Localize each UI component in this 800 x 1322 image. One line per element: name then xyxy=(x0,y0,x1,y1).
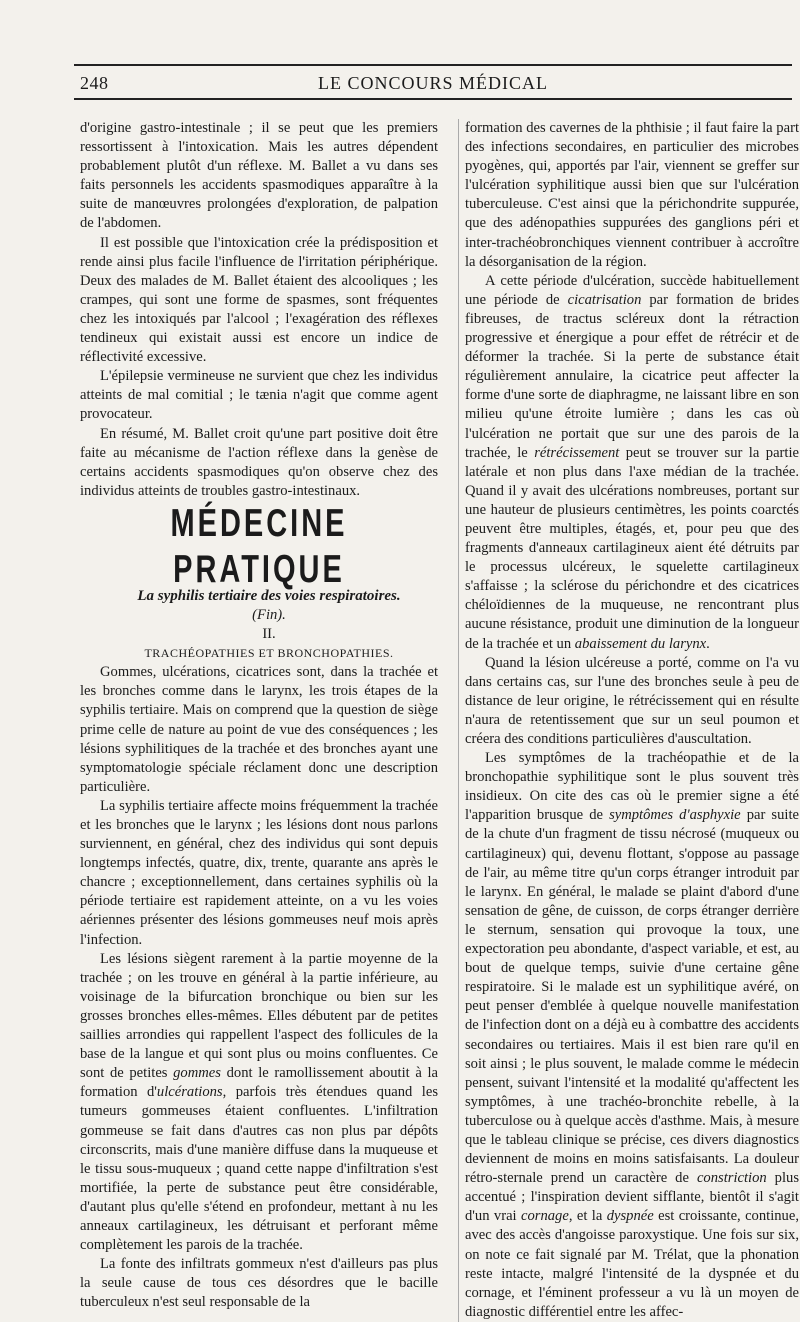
text-run: est croissante, continue, avec des accès d'angoisse paroxystique. Une fois sur six, on note ce fait signalé par M. Trélat, que la phonation reste intacte, malgré l'intensité de la dyspnée et du cornage, et l'éminent professeur a vu là un moyen de diagnostic différentiel entre les affec- xyxy=(465,1208,799,1320)
paragraph: d'origine gastro-intestinale ; il se peut que les premiers ressortissent à l'intoxication. Mais les autres dépendent probablement plutôt d'un réflexe. M. Ballet a vu dans ses faits personnels les accidents spasmodiques apparaître à la suite de manœuvres prolongées d'exploration, de palpation de l'abdomen. xyxy=(80,120,438,232)
article-title: La syphilis tertiaire des voies respiratoires. xyxy=(137,587,401,604)
text-run: , parfois très étendues quand les tumeurs gommeuses étaient confluentes. L'infiltration gommeuse se fait dans d'autres cas non plus par dépôts circonscrits, mais d'une manière diffuse dans la muqueuse et le tissu sous-muqueux ; quand cette nappe d'infiltration s'est mortifiée, la perte de substance peut être considérable, d'autant plus qu'elle s'étend en profondeur, mettant à nu les anneaux cartilagineux, les détruisant et perforant même complètement les parois de la trachée. xyxy=(80,1084,438,1254)
paragraph: formation des cavernes de la phthisie ; il faut faire la part des infections secondaires, en particulier des microbes pyogènes, qui, apportés par l'air, viennent se greffer sur l'ulcération syphilitique aussi bien que sur l'ulcération tuberculeuse. C'est ainsi que la périchondrite suppurée, que des adénopathies suppurées des ganglions péri et inter-trachéobronchiques viennent contribuer à accroître la désorganisation de la région. xyxy=(465,120,799,270)
text-run: A cette période d'ulcération, succède habituellement une période de xyxy=(465,272,799,308)
paragraph xyxy=(465,272,799,654)
paragraph: L'épilepsie vermineuse ne survient que chez les individus atteints de mal comitial ; le tænia n'agit que comme agent provocateur. xyxy=(80,368,438,423)
text-run: , et la xyxy=(568,1208,607,1225)
text-run: peut se trouver sur la partie latérale et non plus dans l'axe médian de la trachée. Quand il y avait des ulcérations nombreuses, portant sur une hauteur de plusieurs centimètres, les points coarctés peuvent être multiples, étagés, et, pour peu que des fragments d'anneaux cartilagineux aient été détruits par le processus ulcéreux, le squelette cartilagineux s'affaisse ; la sclérose du périchondre et des cicatrices chéloïdiennes de la muqueuse, ne rencontrant plus aucune résistance, produit une diminution de la longueur de la trachée et un xyxy=(465,444,799,652)
text-run: par suite de la chute d'un fragment de tissu nécrosé (muqueux ou cartilagineux) qui, devenu flottant, s'oppose au passage de l'air, au même titre qu'un corps étranger introduit par le larynx. En général, le malade se plaint d'abord d'une sensation de gêne, de cuisson, de corps étranger derrière le sternum, sensation qui provoque la toux, une expectoration peu abondante, d'aspect variable, et est, au bout de quelque temps, suivie d'une certaine gêne respiratoire. Si le malade est un syphilitique avéré, on peut penser d'emblée à quelque nouvelle manifestation de l'infection dont on a déjà eu à combattre des accidents secondaires ou tertiaires. Mais il est bien rare qu'il en soit ainsi ; le plus souvent, le malade comme le médecin pensent, suivant l'intensité et la modalité qu'affectent les symptômes, à une trachéo-bronchite rebelle, à la tuberculose ou à quelque accès d'asthme. Mais, à mesure que le tableau clinique se précise, ces divers diagnostics deviennent de moins en moins satisfaisants. La douleur rétro-sternale prend un caractère de xyxy=(465,807,799,1187)
section-title: MÉDECINE PRATIQUE xyxy=(170,502,348,592)
right-column xyxy=(458,119,799,1322)
text-run: plus accentué ; l'inspiration devient sifflante, bientôt il s'agit d'un vrai xyxy=(465,1170,799,1225)
paragraph: Il est possible que l'intoxication crée la prédisposition et rende ainsi plus facile l'influence de l'irritation périphérique. Deux des malades de M. Ballet étaient des alcooliques ; les crampes, qui sont une forme de spasmes, sont fréquentes chez les intoxiqués par l'alcool ; l'exagération des réflexes tendineux qui existait aussi est encore un indice de réflectivité excessive. xyxy=(80,234,438,366)
header-rule-top xyxy=(74,64,792,66)
article-subtitle: (Fin). xyxy=(252,606,286,623)
italic-term: cornage xyxy=(520,1208,569,1225)
part-title: TRACHÉOPATHIES ET BRONCHOPATHIES. xyxy=(144,646,394,661)
text-run: . xyxy=(706,635,710,652)
paragraph: Gommes, ulcérations, cicatrices sont, dans la trachée et les bronches comme dans le larynx, les trois étapes de la syphilis tertiaire. Mais on comprend que la question de siège prime celle de nature au point de vue des conséquences ; les lésions syphilitiques de la trachée et des bronches ayant une symptomatologie spéciale réclament donc une description particulière. xyxy=(80,664,438,795)
italic-term: gommes xyxy=(173,1065,221,1082)
part-number: II. xyxy=(262,626,276,643)
text-run: par formation de brides fibreuses, de tractus scléreux dont la rétraction progressive et énergique a pour effet de rétrécir et de déformer la trachée. Si la perte de substance était régulièrement annulaire, la cicatrice peut affecter la forme d'une sorte de diaphragme, ne laissant libre en son milieu qu'une étroite lumière ; dans les cas où l'ulcération ne portait que sur une des parois de la trachée, le xyxy=(465,291,799,461)
italic-term: rétrécissement xyxy=(534,444,620,461)
paragraph: La fonte des infiltrats gommeux n'est d'ailleurs pas plus la seule cause de tous ces désordres que le bacille tuberculeux n'est seul responsable de la xyxy=(80,1256,438,1311)
journal-title: LE CONCOURS MÉDICAL xyxy=(317,73,548,93)
paragraph xyxy=(465,749,799,1322)
italic-term: cicatrisation xyxy=(567,291,642,308)
paragraph: La syphilis tertiaire affecte moins fréquemment la trachée et les bronches que le larynx ; les lésions dont nous parlons surviennent, en général, chez des individus qui sont depuis longtemps infectés, quatre, dix, trente, quarante ans après le chancre ; exceptionnellement, dans certaines syphilis où la période tertiaire est rapidement atteinte, on a vu les voies aériennes présenter des lésions gommeuses neuf mois après l'infection. xyxy=(80,797,438,948)
text-run: Les lésions siègent rarement à la partie moyenne de la trachée ; on les trouve en général à la partie inférieure, au voisinage de la bifurcation bronchique ou bien sur les grosses bronches elles-mêmes. Elles débutent par de petites saillies arrondies qui rappellent l'aspect des follicules de la base de la langue et qui sont plus ou moins confluentes. Ce sont de petites xyxy=(80,950,438,1082)
paragraph: Quand la lésion ulcéreuse a porté, comme on l'a vu dans certains cas, sur l'une des bronches seule à peu de distance de leur origine, le rétrécissement qui en résulte n'aura de retentissement que sur un seul poumon et créera des conditions particulières d'auscultation. xyxy=(465,654,799,747)
paragraph: En résumé, M. Ballet croit qu'une part positive doit être faite au mécanisme de l'action réflexe dans la genèse de certains accidents spasmodiques qu'on observe chez des individus atteints de troubles gastro-intestinaux. xyxy=(80,425,438,499)
header-rule-bottom xyxy=(74,98,792,100)
italic-term: symptômes d'asphyxie xyxy=(609,807,741,824)
paragraph xyxy=(80,950,438,1256)
text-run: dont le ramollissement aboutit à la formation d' xyxy=(80,1065,438,1101)
italic-term: constriction xyxy=(696,1170,767,1187)
page-header xyxy=(74,62,792,108)
text-run: Les symptômes de la trachéopathie et de la bronchopathie syphilitique sont le plus souvent très insidieux. On cite des cas où le premier signe a été l'apparition brusque de xyxy=(465,750,799,824)
page-number: 248 xyxy=(80,73,109,93)
italic-term: dyspnée xyxy=(606,1208,654,1225)
italic-term: abaissement du larynx xyxy=(574,635,707,652)
left-column xyxy=(80,119,438,1312)
italic-term: ulcérations xyxy=(156,1084,223,1101)
